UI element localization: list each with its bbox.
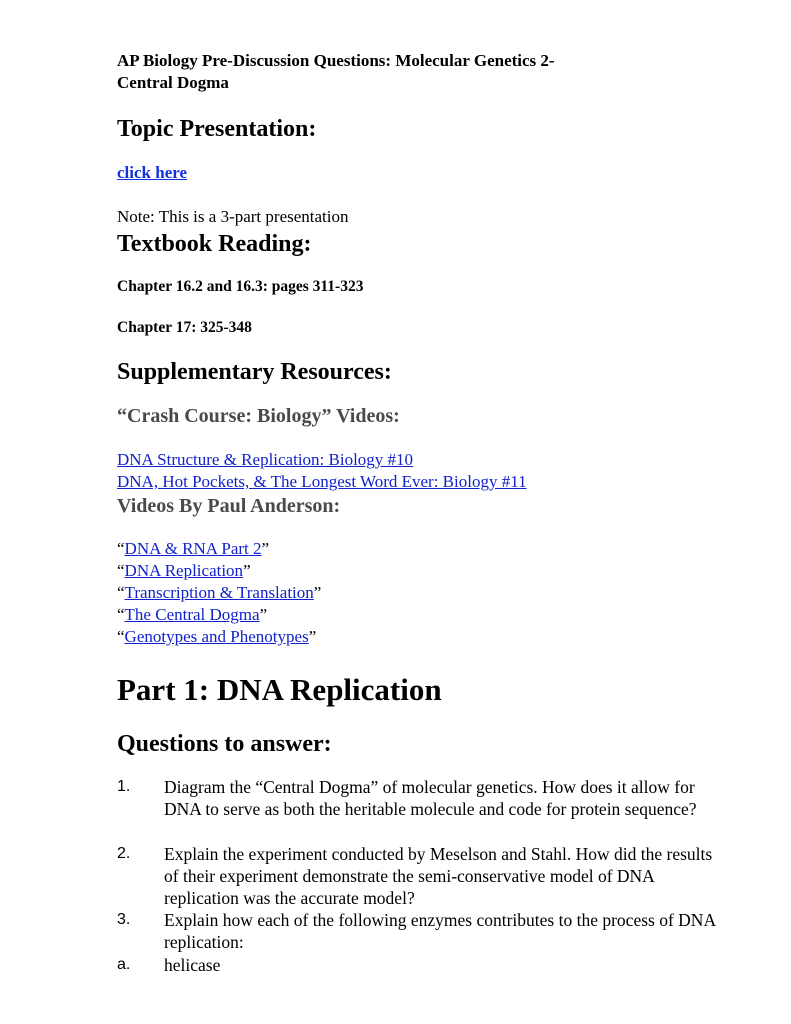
open-quote: “ (117, 627, 125, 646)
question-number: 3. (117, 911, 131, 928)
close-quote: ” (261, 539, 270, 558)
document-title-line-1: AP Biology Pre-Discussion Questions: Molecular Genetics 2- (117, 51, 555, 70)
anderson-video-link[interactable]: DNA Replication (124, 561, 244, 580)
document-title-line-2: Central Dogma (117, 73, 229, 92)
open-quote: “ (117, 539, 125, 558)
question-subitem-text: helicase (164, 955, 221, 975)
anderson-video-link[interactable]: Genotypes and Phenotypes (124, 627, 309, 646)
close-quote: ” (313, 583, 322, 602)
question-text: Diagram the “Central Dogma” of molecular genetics. How does it allow for DNA to serve as both the heritable molecule and code for protein sequence? (164, 777, 697, 819)
question-subitem-letter: a. (117, 956, 131, 973)
anderson-video-row (117, 604, 267, 626)
crash-course-link-row-1 (117, 449, 413, 471)
open-quote: “ (117, 583, 125, 602)
close-quote: ” (259, 605, 268, 624)
questions-heading: Questions to answer: (117, 731, 332, 757)
crash-course-link-row-2 (117, 471, 527, 493)
textbook-reading-heading: Textbook Reading: (117, 231, 312, 257)
topic-presentation-heading: Topic Presentation: (117, 116, 317, 142)
question-text: Explain the experiment conducted by Meselson and Stahl. How did the results of their experiment demonstrate the semi-conservative model of DNA replication was the accurate model? (164, 844, 713, 908)
anderson-video-link[interactable]: The Central Dogma (124, 605, 260, 624)
close-quote: ” (308, 627, 317, 646)
question-text: Explain how each of the following enzymes contributes to the process of DNA replication: (164, 910, 716, 952)
anderson-video-row (117, 560, 251, 582)
part-1-heading: Part 1: DNA Replication (117, 672, 442, 707)
presentation-note: Note: This is a 3-part presentation (117, 207, 349, 226)
anderson-video-row (117, 582, 321, 604)
crash-course-link[interactable]: DNA Structure & Replication: Biology #10 (117, 450, 414, 469)
document-title (117, 50, 555, 94)
anderson-video-link[interactable]: DNA & RNA Part 2 (124, 539, 262, 558)
supplementary-resources-heading: Supplementary Resources: (117, 359, 392, 385)
crash-course-heading: “Crash Course: Biology” Videos: (117, 405, 400, 427)
crash-course-link[interactable]: DNA, Hot Pockets, & The Longest Word Ever: Biology #11 (117, 472, 527, 491)
chapter-reading-2: Chapter 17: 325-348 (117, 319, 252, 336)
chapter-reading-1: Chapter 16.2 and 16.3: pages 311-323 (117, 278, 364, 295)
anderson-video-row (117, 538, 269, 560)
question-number: 1. (117, 778, 131, 795)
open-quote: “ (117, 605, 125, 624)
question-number: 2. (117, 845, 131, 862)
paul-anderson-heading: Videos By Paul Anderson: (117, 495, 341, 517)
anderson-video-link[interactable]: Transcription & Translation (124, 583, 314, 602)
anderson-video-row (117, 626, 316, 648)
topic-presentation-link[interactable]: click here (117, 163, 188, 182)
open-quote: “ (117, 561, 125, 580)
close-quote: ” (243, 561, 251, 580)
